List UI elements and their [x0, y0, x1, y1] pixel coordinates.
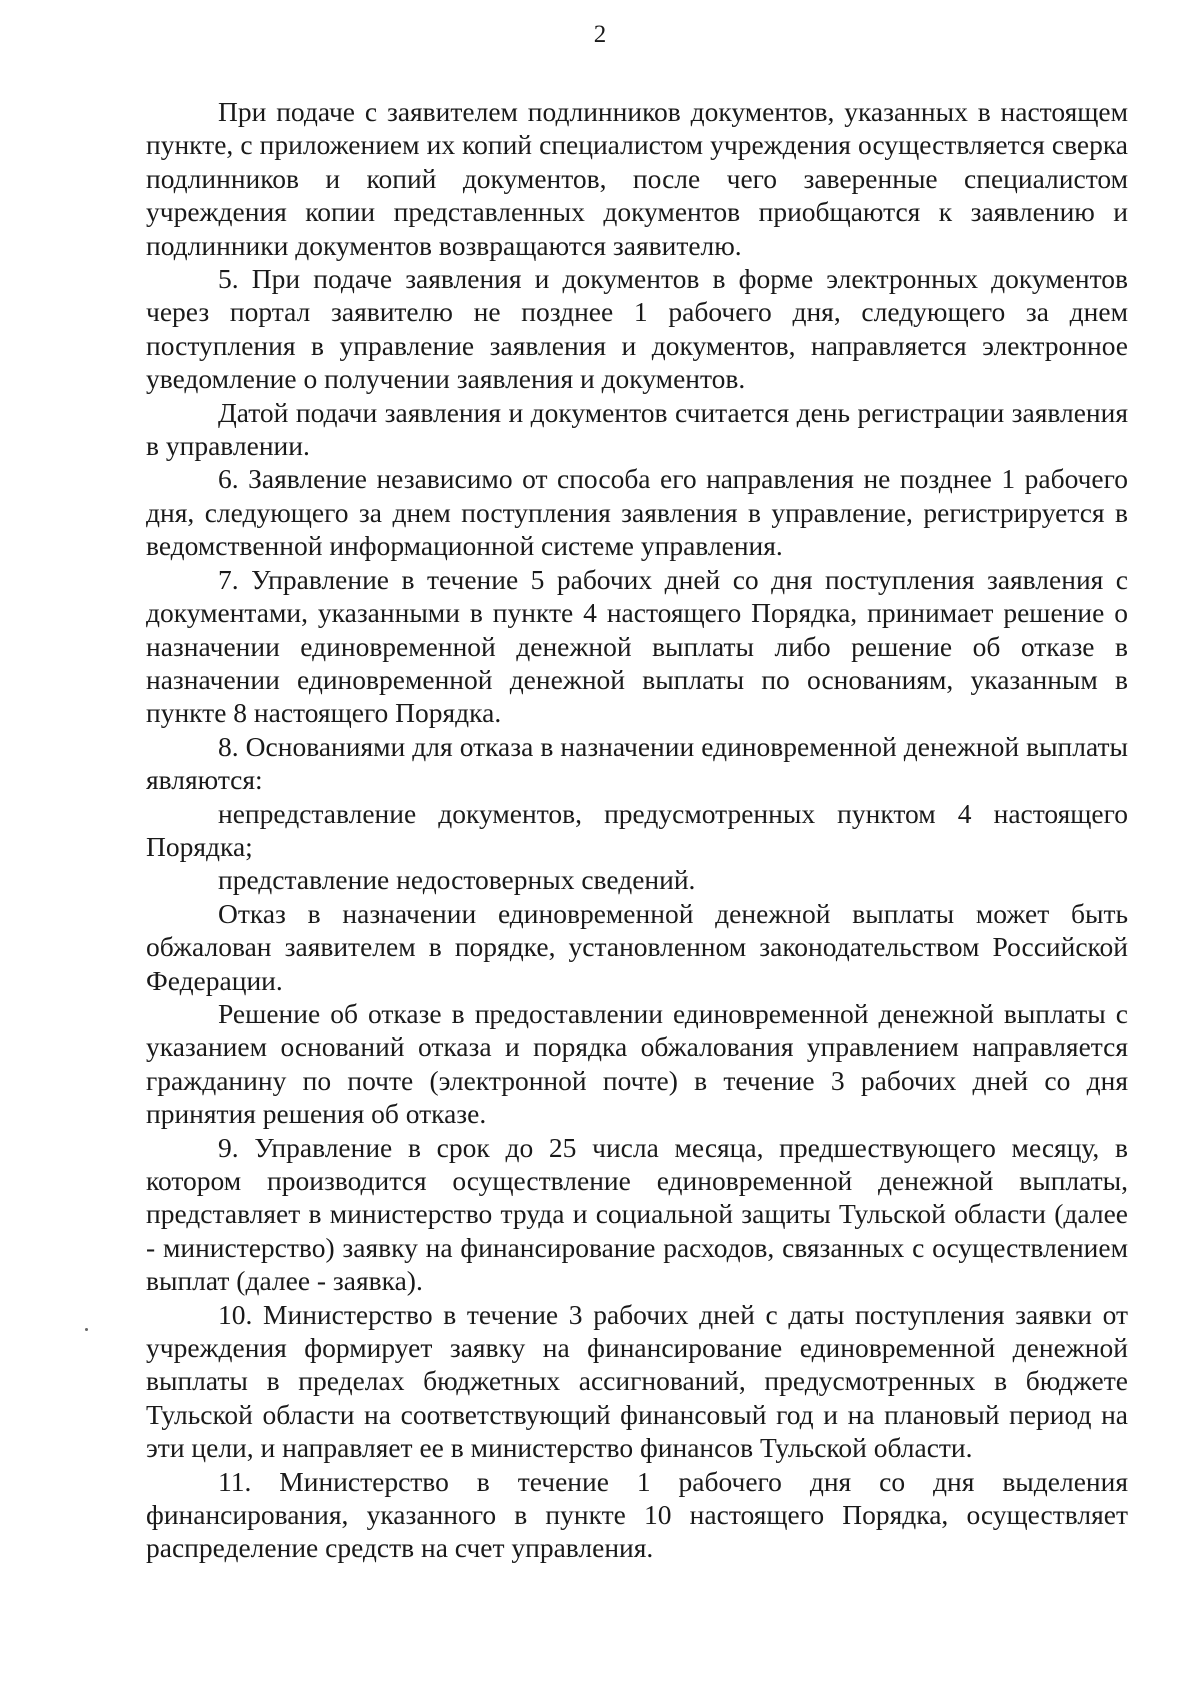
page-number: 2 — [593, 21, 607, 48]
paragraph-item-9: 9. Управление в срок до 25 числа месяца, предшествующего месяцу, в котором производится осуществление единовременной денежной выплаты, представляет в министерство труда и социальной защиты Тульской области (далее - министерство) заявку на финансирование расходов, связанных с осуществлением выплат (далее - заявка). — [146, 1131, 1128, 1297]
paragraph-appeal: Отказ в назначении единовременной денежной выплаты может быть обжалован заявителем в порядке, установленном законодательством Российской Федерации. — [146, 897, 1128, 996]
paragraph-filing-date: Датой подачи заявления и документов считается день регистрации заявления в управлении. — [146, 396, 1128, 462]
document-body — [146, 95, 1128, 1565]
scan-speck — [85, 1328, 88, 1331]
paragraph-refusal-reason-1: непредставление документов, предусмотренных пунктом 4 настоящего Порядка; — [146, 797, 1128, 862]
paragraph-refusal-reason-2: представление недостоверных сведений. — [218, 864, 696, 896]
paragraph-item-7: 7. Управление в течение 5 рабочих дней со дня поступления заявления с документами, указанными в пункте 4 настоящего Порядка, принимает решение о назначении единовременной денежной выплаты либо решение об отказе в назначении единовременной денежной выплаты по основаниям, указанным в пункте 8 настоящего Порядка. — [146, 563, 1128, 729]
paragraph-item-8: 8. Основаниями для отказа в назначении единовременной денежной выплаты являются: — [146, 730, 1128, 796]
paragraph-item-10: 10. Министерство в течение 3 рабочих дней с даты поступления заявки от учреждения формирует заявку на финансирование единовременной денежной выплаты в пределах бюджетных ассигнований, предусмотренных в бюджете Тульской области на соответствующий финансовый год и на плановый период на эти цели, и направляет ее в министерство финансов Тульской области. — [146, 1298, 1128, 1464]
paragraph-item-5: 5. При подаче заявления и документов в форме электронных документов через портал заявителю не позднее 1 рабочего дня, следующего за днем поступления в управление заявления и документов, направляется электронное уведомление о получении заявления и документов. — [146, 263, 1128, 395]
paragraph-originals-verification: При подаче с заявителем подлинников документов, указанных в настоящем пункте, с приложением их копий специалистом учреждения осуществляется сверка подлинников и копий документов, после чего заверенные специалистом учреждения копии представленных документов приобщаются к заявлению и подлинники документов возвращаются заявителю. — [146, 96, 1128, 261]
paragraph-item-11: 11. Министерство в течение 1 рабочего дня со дня выделения финансирования, указанного в пункте 10 настоящего Порядка, осуществляет распределение средств на счет управления. — [146, 1465, 1128, 1564]
paragraph-refusal-notice: Решение об отказе в предоставлении единовременной денежной выплаты с указанием оснований отказа и порядка обжалования управлением направляется гражданину по почте (электронной почте) в течение 3 рабочих дней со дня принятия решения об отказе. — [146, 997, 1128, 1130]
paragraph-item-6: 6. Заявление независимо от способа его направления не позднее 1 рабочего дня, следующего за днем поступления заявления в управление, регистрируется в ведомственной информационной системе управления. — [146, 463, 1128, 562]
